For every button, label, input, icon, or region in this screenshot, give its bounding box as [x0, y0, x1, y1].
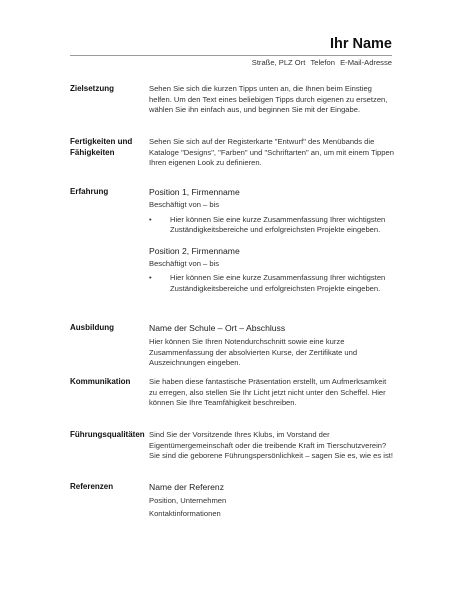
experience-list — [149, 187, 396, 295]
section-text[interactable]: Sie haben diese fantastische Präsentation erstellt, um Aufmerksamkeit zu erregen, also stellen Sie Ihr Licht jetzt nicht unter den Scheffel. Hier können Sie Ihre Teamfähigkeit beschreiben. — [149, 377, 387, 408]
header-divider — [70, 55, 392, 56]
job-entry — [149, 246, 396, 295]
contact-email[interactable]: E-Mail-Adresse — [340, 58, 392, 67]
reference-name[interactable]: Name der Referenz — [149, 482, 224, 492]
section-heading: Führungsqualitäten — [70, 430, 145, 439]
section-text[interactable]: Sehen Sie sich die kurzen Tipps unten an, die Ihnen beim Einstieg helfen. Um den Text eines beliebigen Tipps durch eigenen zu ersetzen, wählen Sie ihn einfach aus, und beginnen Sie mit der Eingabe. — [149, 84, 388, 115]
bullet-icon: • — [149, 273, 152, 283]
education-text[interactable]: Hier können Sie Ihren Notendurchschnitt sowie eine kurze Zusammenfassung der absolvierten Kurse, der Zertifikate und Auszeichnungen eingeben. — [149, 337, 358, 368]
school-line[interactable]: Name der Schule – Ort – Abschluss — [149, 323, 286, 333]
section-heading: Ausbildung — [70, 323, 114, 332]
section-text[interactable]: Sehen Sie sich auf der Registerkarte "Entwurf" des Menübands die Kataloge "Designs", "Farben" und "Schriftarten" an, um mit einem Tippen Ihren eigenen Look zu definieren. — [149, 137, 394, 168]
bullet-icon: • — [149, 214, 152, 224]
contact-address[interactable]: Straße, PLZ Ort — [251, 58, 306, 67]
section-heading: Fertigkeiten und Fähigkeiten — [70, 137, 133, 157]
job-dates[interactable]: Beschäftigt von – bis — [149, 200, 220, 209]
education-entry — [149, 323, 396, 369]
job-bullet — [149, 215, 396, 236]
job-position[interactable]: Position 1, Firmenname — [149, 187, 240, 197]
job-summary[interactable]: Hier können Sie eine kurze Zusammenfassung Ihrer wichtigsten Zuständigkeitsbereiche und erfolgreichsten Projekte eingeben. — [170, 273, 386, 293]
job-bullet — [149, 273, 396, 294]
reference-entry — [149, 482, 396, 519]
job-dates[interactable]: Beschäftigt von – bis — [149, 258, 220, 268]
job-summary[interactable]: Hier können Sie eine kurze Zusammenfassung Ihrer wichtigsten Zuständigkeitsbereiche und erfolgreichsten Projekte eingeben. — [170, 214, 386, 235]
section-heading: Erfahrung — [70, 187, 109, 196]
reference-company[interactable]: Position, Unternehmen — [149, 496, 227, 505]
job-position[interactable]: Position 2, Firmenname — [149, 245, 240, 256]
section-heading: Kommunikation — [70, 377, 131, 386]
job-entry — [149, 187, 396, 236]
contact-line[interactable] — [249, 58, 392, 67]
section-heading: Zielsetzung — [70, 84, 115, 93]
resume-name[interactable]: Ihr Name — [329, 36, 392, 52]
contact-phone[interactable]: Telefon — [310, 58, 335, 67]
section-text[interactable]: Sind Sie der Vorsitzende Ihres Klubs, im Vorstand der Eigentümergemeinschaft oder die treibende Kraft im Tierschutzverein? Sie sind die geborene Führungspersönlichkeit – sagen Sie es, wie es ist! — [149, 430, 393, 461]
reference-contact[interactable]: Kontaktinformationen — [149, 508, 221, 518]
section-heading: Referenzen — [70, 482, 114, 491]
